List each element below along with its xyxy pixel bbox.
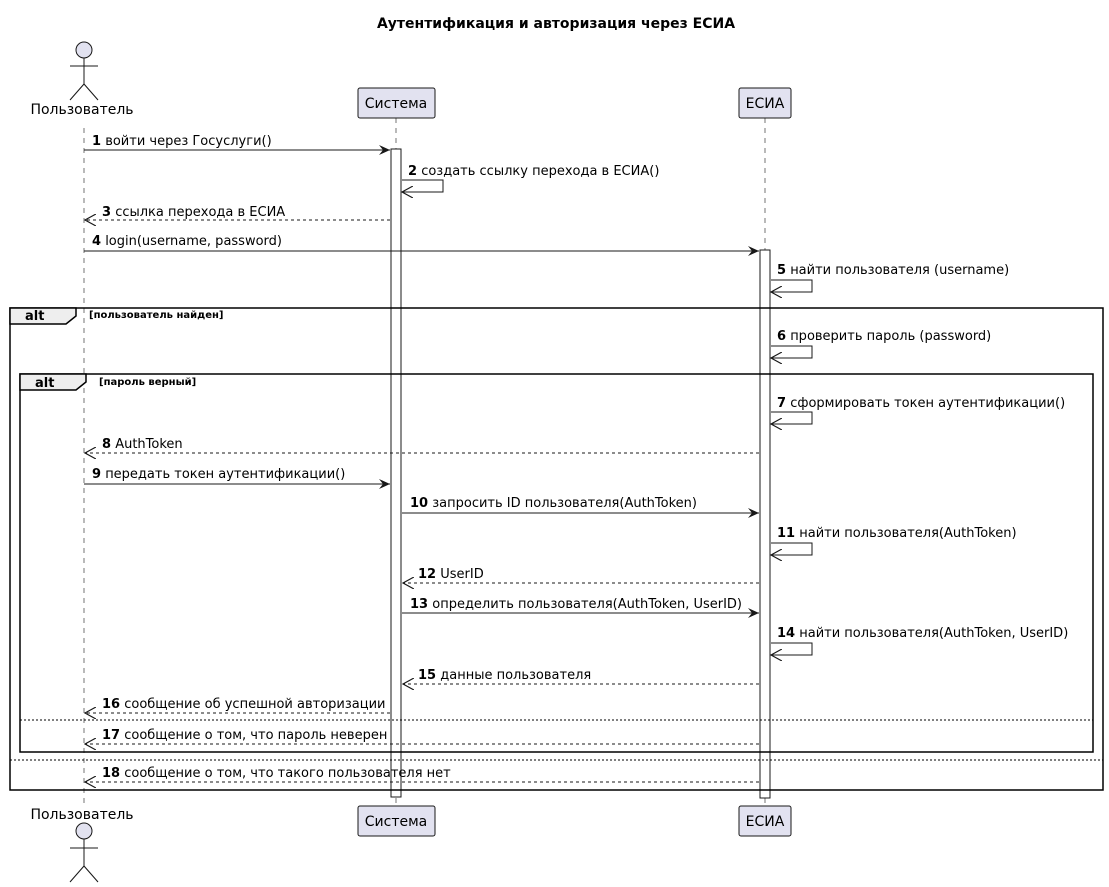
participant-label: Система xyxy=(364,814,428,830)
participant-label: ЕСИА xyxy=(745,96,785,112)
message-label: найти пользователя (username) xyxy=(790,263,1010,278)
svg-text:8 AuthToken xyxy=(102,437,183,452)
message-number: 5 xyxy=(777,263,787,278)
svg-text:18 сообщение о том, что такого xyxy=(102,766,451,781)
svg-text:15 данные пользователя xyxy=(418,668,591,683)
participant-user-bottom xyxy=(30,807,133,882)
message-1 xyxy=(84,134,390,150)
activations xyxy=(391,149,770,798)
svg-text:6 проверить пароль (password) xyxy=(777,329,991,344)
participant-esia-top xyxy=(739,88,791,118)
message-5 xyxy=(771,263,1009,292)
actor-head-icon xyxy=(76,823,92,839)
message-label: запросить ID пользователя(AuthToken) xyxy=(432,496,697,511)
participant-label: Система xyxy=(364,96,428,112)
participant-label: ЕСИА xyxy=(745,814,785,830)
svg-text:17 сообщение о том, что пароль xyxy=(102,728,387,743)
message-label: найти пользователя(AuthToken, UserID) xyxy=(799,626,1069,641)
svg-text:7 сформировать токен аутентифи xyxy=(777,396,1065,411)
participant-esia-bottom xyxy=(739,806,791,836)
message-label: данные пользователя xyxy=(440,668,592,683)
message-10 xyxy=(402,496,759,513)
message-number: 4 xyxy=(92,234,102,249)
svg-text:16 сообщение об успешной автор xyxy=(102,697,385,712)
message-7 xyxy=(771,396,1065,424)
fragment-keyword: alt xyxy=(25,309,45,324)
message-17 xyxy=(85,728,759,744)
activation-esia xyxy=(760,250,770,798)
participant-system-bottom xyxy=(358,806,435,836)
svg-text:3 ссылка перехода в ЕСИА xyxy=(102,205,285,220)
message-label: найти пользователя(AuthToken) xyxy=(799,526,1017,541)
messages xyxy=(84,134,1068,782)
message-16 xyxy=(85,697,390,713)
message-label: UserID xyxy=(440,567,484,582)
message-18 xyxy=(85,766,759,782)
message-label: сообщение о том, что такого пользователя нет xyxy=(124,766,451,781)
svg-text:5 найти пользователя (username xyxy=(777,263,1009,278)
message-label: сообщение об успешной авторизации xyxy=(124,697,386,712)
message-label: сообщение о том, что пароль неверен xyxy=(124,728,388,743)
message-number: 14 xyxy=(777,626,796,641)
message-8 xyxy=(85,437,759,453)
message-13 xyxy=(402,597,759,613)
message-number: 7 xyxy=(777,396,787,411)
message-label: создать ссылку перехода в ЕСИА() xyxy=(421,164,660,179)
fragment-inner-alt xyxy=(20,374,1093,752)
message-2 xyxy=(402,164,659,192)
fragment-keyword: alt xyxy=(35,376,55,391)
message-4 xyxy=(84,234,759,251)
svg-text:1 войти через Госуслуги() xyxy=(92,134,272,149)
message-number: 8 xyxy=(102,437,112,452)
message-12 xyxy=(403,567,759,583)
message-number: 3 xyxy=(102,205,112,220)
svg-text:13 определить пользователя(Aut xyxy=(410,597,742,612)
message-number: 9 xyxy=(92,467,102,482)
message-label: AuthToken xyxy=(115,437,183,452)
svg-text:14 найти пользователя(AuthToke xyxy=(777,626,1068,641)
message-number: 12 xyxy=(418,567,437,582)
message-number: 2 xyxy=(408,164,418,179)
message-9 xyxy=(84,467,390,484)
participant-label: Пользователь xyxy=(30,807,134,823)
message-number: 18 xyxy=(102,766,121,781)
message-label: проверить пароль (password) xyxy=(790,329,992,344)
svg-text:11 найти пользователя(AuthToke xyxy=(777,526,1017,541)
activation-system xyxy=(391,149,401,797)
diagram-title: Аутентификация и авторизация через ЕСИА xyxy=(376,16,736,32)
fragment-guard: [пользователь найден] xyxy=(89,310,224,321)
message-number: 16 xyxy=(102,697,121,712)
svg-text:2 создать ссылку перехода в ЕС xyxy=(408,164,659,179)
message-number: 10 xyxy=(410,496,429,511)
message-number: 13 xyxy=(410,597,429,612)
message-label: войти через Госуслуги() xyxy=(105,134,272,149)
participant-label: Пользователь xyxy=(30,102,134,118)
message-number: 11 xyxy=(777,526,796,541)
svg-text:9 передать токен аутентификаци xyxy=(92,467,345,482)
actor-head-icon xyxy=(76,42,92,58)
message-label: login(username, password) xyxy=(105,234,282,249)
message-label: ссылка перехода в ЕСИА xyxy=(115,205,286,220)
message-number: 6 xyxy=(777,329,787,344)
svg-text:10 запросить ID пользователя(A xyxy=(410,496,697,511)
svg-text:12 UserID xyxy=(418,567,484,582)
message-label: определить пользователя(AuthToken, UserID) xyxy=(432,597,743,612)
message-label: сформировать токен аутентификации() xyxy=(790,396,1066,411)
message-label: передать токен аутентификации() xyxy=(105,467,346,482)
message-number: 1 xyxy=(92,134,102,149)
fragment-guard: [пароль верный] xyxy=(99,377,197,388)
message-14 xyxy=(771,626,1068,655)
svg-text:4 login(username, password) xyxy=(92,234,282,249)
message-3 xyxy=(85,205,390,220)
message-number: 17 xyxy=(102,728,121,743)
message-number: 15 xyxy=(418,668,437,683)
message-11 xyxy=(771,526,1017,555)
message-15 xyxy=(403,668,759,684)
message-6 xyxy=(771,329,991,358)
participant-system-top xyxy=(358,88,435,118)
participant-user-top xyxy=(30,42,133,118)
